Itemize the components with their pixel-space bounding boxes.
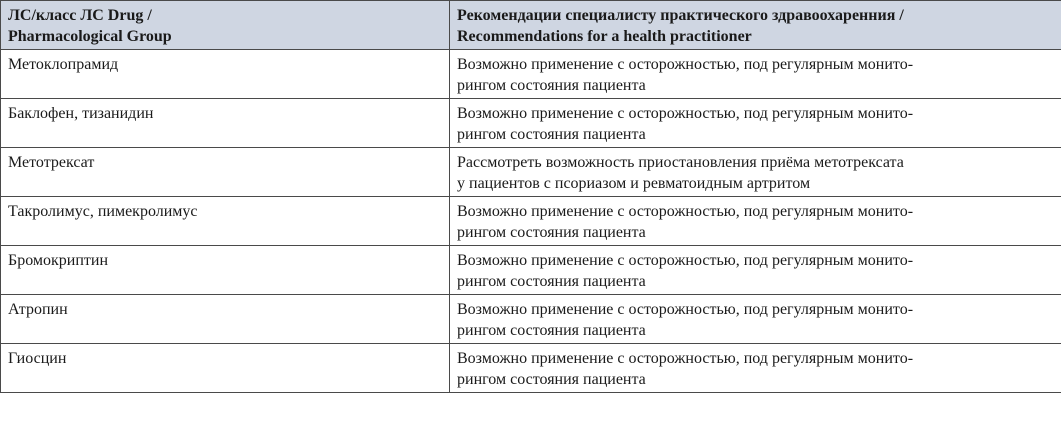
table-header (1, 1, 1061, 50)
recommendation-line-1: Возможно применение с осторожностью, под регулярным монито- (457, 252, 914, 269)
recommendation-line-2: рингом состояния пациента (457, 224, 646, 241)
table-row (1, 246, 1061, 295)
recommendation-line-2: у пациентов с псориазом и ревматоидным артритом (457, 175, 811, 192)
recommendation-cell (450, 344, 1061, 393)
table-row (1, 148, 1061, 197)
recommendation-cell (450, 197, 1061, 246)
recommendation-line-2: рингом состояния пациента (457, 126, 646, 143)
recommendation-line-1: Возможно применение с осторожностью, под регулярным монито- (457, 105, 914, 122)
recommendation-line-2: рингом состояния пациента (457, 322, 646, 339)
drug-cell: Бромокриптин (1, 246, 450, 295)
recommendation-cell (450, 295, 1061, 344)
drug-cell: Метотрексат (1, 148, 450, 197)
table-body (1, 50, 1061, 393)
drug-cell: Такролимус, пимекролимус (1, 197, 450, 246)
table-row (1, 99, 1061, 148)
recommendation-line-2: рингом состояния пациента (457, 77, 646, 94)
header-drug-group-line-1: ЛС/класс ЛС Drug / (8, 7, 152, 24)
table-row (1, 50, 1061, 99)
recommendation-cell (450, 50, 1061, 99)
table-row (1, 344, 1061, 393)
table-row (1, 295, 1061, 344)
recommendation-line-2: рингом состояния пациента (457, 371, 646, 388)
table-row (1, 197, 1061, 246)
recommendation-line-1: Возможно применение с осторожностью, под регулярным монито- (457, 56, 914, 73)
recommendation-line-1: Возможно применение с осторожностью, под регулярным монито- (457, 350, 914, 367)
header-drug-group (1, 1, 450, 50)
drug-cell: Баклофен, тизанидин (1, 99, 450, 148)
recommendation-cell (450, 148, 1061, 197)
recommendation-line-1: Возможно применение с осторожностью, под регулярным монито- (457, 203, 914, 220)
header-recommendations-line-2: Recommendations for a health practitioner (457, 28, 752, 45)
header-drug-group-line-2: Pharmacological Group (8, 28, 172, 45)
header-recommendations (450, 1, 1061, 50)
header-recommendations-line-1: Рекомендации специалисту практического здравоохаренния / (457, 7, 904, 24)
header-row (1, 1, 1061, 50)
drug-cell: Метоклопрамид (1, 50, 450, 99)
drug-cell: Гиосцин (1, 344, 450, 393)
recommendation-line-2: рингом состояния пациента (457, 273, 646, 290)
recommendation-cell (450, 99, 1061, 148)
recommendation-cell (450, 246, 1061, 295)
recommendation-line-1: Рассмотреть возможность приостановления приёма метотрексата (457, 154, 904, 171)
recommendation-line-1: Возможно применение с осторожностью, под регулярным монито- (457, 301, 914, 318)
drug-cell: Атропин (1, 295, 450, 344)
